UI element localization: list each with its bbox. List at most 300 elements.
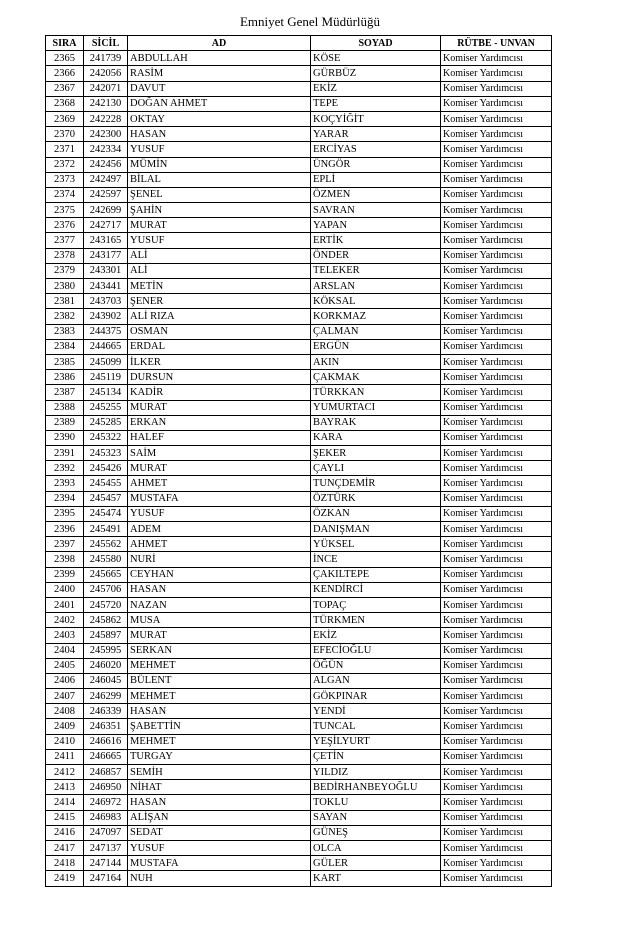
column-header-sira: SIRA: [46, 36, 84, 51]
cell-sicil: 246351: [84, 719, 128, 734]
cell-soyad: AKIN: [311, 354, 441, 369]
cell-ad: ŞENEL: [128, 187, 311, 202]
cell-sira: 2396: [46, 522, 84, 537]
cell-rutbe: Komiser Yardımcısı: [441, 187, 552, 202]
cell-ad: ALİ: [128, 263, 311, 278]
cell-sicil: 245862: [84, 613, 128, 628]
cell-ad: HASAN: [128, 704, 311, 719]
table-row: [46, 339, 552, 354]
table-row: [46, 81, 552, 96]
cell-rutbe: Komiser Yardımcısı: [441, 749, 552, 764]
cell-soyad: OLCA: [311, 840, 441, 855]
table-row: [46, 552, 552, 567]
column-header-ad: AD: [128, 36, 311, 51]
table-row: [46, 734, 552, 749]
cell-soyad: ŞEKER: [311, 446, 441, 461]
table-row: [46, 689, 552, 704]
cell-ad: ERDAL: [128, 339, 311, 354]
cell-sicil: 242717: [84, 218, 128, 233]
cell-soyad: YENDİ: [311, 704, 441, 719]
cell-sira: 2411: [46, 749, 84, 764]
cell-sicil: 242056: [84, 66, 128, 81]
cell-ad: MURAT: [128, 218, 311, 233]
cell-rutbe: Komiser Yardımcısı: [441, 172, 552, 187]
cell-sicil: 246857: [84, 765, 128, 780]
cell-sicil: 245119: [84, 370, 128, 385]
table-row: [46, 825, 552, 840]
cell-soyad: YÜKSEL: [311, 537, 441, 552]
cell-soyad: ÖNDER: [311, 248, 441, 263]
table-row: [46, 749, 552, 764]
cell-ad: SERKAN: [128, 643, 311, 658]
cell-sicil: 245323: [84, 446, 128, 461]
cell-sira: 2404: [46, 643, 84, 658]
cell-rutbe: Komiser Yardımcısı: [441, 263, 552, 278]
table-row: [46, 522, 552, 537]
cell-soyad: ÇAYLI: [311, 461, 441, 476]
table-row: [46, 279, 552, 294]
cell-rutbe: Komiser Yardımcısı: [441, 810, 552, 825]
cell-soyad: YAPAN: [311, 218, 441, 233]
table-row: [46, 613, 552, 628]
cell-ad: NURİ: [128, 552, 311, 567]
cell-soyad: TEPE: [311, 96, 441, 111]
cell-sira: 2408: [46, 704, 84, 719]
table-row: [46, 51, 552, 66]
table-row: [46, 537, 552, 552]
cell-rutbe: Komiser Yardımcısı: [441, 370, 552, 385]
cell-sicil: 245665: [84, 567, 128, 582]
cell-sicil: 246972: [84, 795, 128, 810]
cell-ad: SEDAT: [128, 825, 311, 840]
table-row: [46, 643, 552, 658]
cell-rutbe: Komiser Yardımcısı: [441, 324, 552, 339]
table-row: [46, 187, 552, 202]
cell-sicil: 243165: [84, 233, 128, 248]
cell-rutbe: Komiser Yardımcısı: [441, 385, 552, 400]
cell-rutbe: Komiser Yardımcısı: [441, 111, 552, 126]
cell-ad: MUSTAFA: [128, 491, 311, 506]
cell-rutbe: Komiser Yardımcısı: [441, 127, 552, 142]
table-row: [46, 446, 552, 461]
cell-sira: 2406: [46, 673, 84, 688]
cell-sicil: 245562: [84, 537, 128, 552]
cell-sira: 2418: [46, 856, 84, 871]
cell-sicil: 242130: [84, 96, 128, 111]
table-row: [46, 172, 552, 187]
cell-ad: MURAT: [128, 461, 311, 476]
cell-soyad: KOÇYİĞİT: [311, 111, 441, 126]
cell-rutbe: Komiser Yardımcısı: [441, 719, 552, 734]
cell-soyad: ÇALMAN: [311, 324, 441, 339]
cell-soyad: DANIŞMAN: [311, 522, 441, 537]
cell-soyad: KORKMAZ: [311, 309, 441, 324]
cell-sicil: 245455: [84, 476, 128, 491]
cell-ad: BİLAL: [128, 172, 311, 187]
cell-ad: ERKAN: [128, 415, 311, 430]
cell-soyad: ERGÜN: [311, 339, 441, 354]
cell-sira: 2394: [46, 491, 84, 506]
cell-ad: METİN: [128, 279, 311, 294]
cell-sira: 2419: [46, 871, 84, 886]
cell-ad: RASİM: [128, 66, 311, 81]
cell-soyad: KARA: [311, 430, 441, 445]
cell-rutbe: Komiser Yardımcısı: [441, 51, 552, 66]
cell-sira: 2371: [46, 142, 84, 157]
cell-soyad: SAYAN: [311, 810, 441, 825]
cell-sira: 2384: [46, 339, 84, 354]
cell-sicil: 242300: [84, 127, 128, 142]
cell-sicil: 246665: [84, 749, 128, 764]
cell-ad: MURAT: [128, 628, 311, 643]
cell-ad: NİHAT: [128, 780, 311, 795]
cell-sira: 2378: [46, 248, 84, 263]
cell-sira: 2377: [46, 233, 84, 248]
table-row: [46, 248, 552, 263]
cell-sicil: 246339: [84, 704, 128, 719]
cell-ad: HASAN: [128, 127, 311, 142]
cell-sira: 2372: [46, 157, 84, 172]
cell-ad: AHMET: [128, 476, 311, 491]
cell-rutbe: Komiser Yardımcısı: [441, 279, 552, 294]
table-row: [46, 719, 552, 734]
cell-rutbe: Komiser Yardımcısı: [441, 825, 552, 840]
cell-soyad: KÖSE: [311, 51, 441, 66]
table-row: [46, 780, 552, 795]
cell-ad: MUSTAFA: [128, 856, 311, 871]
cell-ad: KADİR: [128, 385, 311, 400]
cell-sira: 2398: [46, 552, 84, 567]
cell-sira: 2369: [46, 111, 84, 126]
cell-rutbe: Komiser Yardımcısı: [441, 552, 552, 567]
table-row: [46, 795, 552, 810]
table-row: [46, 582, 552, 597]
cell-sira: 2381: [46, 294, 84, 309]
table-row: [46, 673, 552, 688]
cell-sira: 2412: [46, 765, 84, 780]
cell-rutbe: Komiser Yardımcısı: [441, 765, 552, 780]
cell-soyad: GÜRBÜZ: [311, 66, 441, 81]
cell-soyad: GÜLER: [311, 856, 441, 871]
cell-sira: 2375: [46, 203, 84, 218]
cell-sicil: 245322: [84, 430, 128, 445]
cell-rutbe: Komiser Yardımcısı: [441, 96, 552, 111]
table-row: [46, 840, 552, 855]
table-row: [46, 203, 552, 218]
cell-ad: CEYHAN: [128, 567, 311, 582]
table-row: [46, 400, 552, 415]
cell-rutbe: Komiser Yardımcısı: [441, 66, 552, 81]
table-row: [46, 157, 552, 172]
cell-soyad: ÖZMEN: [311, 187, 441, 202]
cell-sira: 2382: [46, 309, 84, 324]
table-row: [46, 597, 552, 612]
cell-soyad: ERTİK: [311, 233, 441, 248]
cell-sicil: 245285: [84, 415, 128, 430]
cell-ad: HASAN: [128, 582, 311, 597]
cell-sicil: 245255: [84, 400, 128, 415]
cell-sicil: 245457: [84, 491, 128, 506]
cell-ad: NAZAN: [128, 597, 311, 612]
cell-sicil: 245474: [84, 506, 128, 521]
cell-sira: 2400: [46, 582, 84, 597]
cell-sicil: 242071: [84, 81, 128, 96]
cell-ad: MEHMET: [128, 689, 311, 704]
cell-soyad: KENDİRCİ: [311, 582, 441, 597]
cell-ad: İLKER: [128, 354, 311, 369]
cell-ad: SEMİH: [128, 765, 311, 780]
cell-rutbe: Komiser Yardımcısı: [441, 780, 552, 795]
cell-sicil: 244375: [84, 324, 128, 339]
cell-sicil: 247164: [84, 871, 128, 886]
cell-sira: 2405: [46, 658, 84, 673]
cell-rutbe: Komiser Yardımcısı: [441, 354, 552, 369]
cell-sira: 2407: [46, 689, 84, 704]
cell-sicil: 246950: [84, 780, 128, 795]
table-row: [46, 96, 552, 111]
cell-rutbe: Komiser Yardımcısı: [441, 643, 552, 658]
cell-sira: 2373: [46, 172, 84, 187]
table-row: [46, 461, 552, 476]
cell-soyad: GÜNEŞ: [311, 825, 441, 840]
cell-sira: 2413: [46, 780, 84, 795]
cell-soyad: YEŞİLYURT: [311, 734, 441, 749]
cell-soyad: KÖKSAL: [311, 294, 441, 309]
table-row: [46, 370, 552, 385]
cell-rutbe: Komiser Yardımcısı: [441, 537, 552, 552]
cell-ad: HASAN: [128, 795, 311, 810]
cell-ad: YUSUF: [128, 233, 311, 248]
cell-soyad: GÖKPINAR: [311, 689, 441, 704]
cell-sira: 2399: [46, 567, 84, 582]
cell-sicil: 246020: [84, 658, 128, 673]
personnel-table: [45, 35, 552, 887]
cell-sira: 2393: [46, 476, 84, 491]
table-row: [46, 354, 552, 369]
column-header-sicil: SİCİL: [84, 36, 128, 51]
cell-soyad: ÇAKILTEPE: [311, 567, 441, 582]
cell-rutbe: Komiser Yardımcısı: [441, 673, 552, 688]
cell-rutbe: Komiser Yardımcısı: [441, 613, 552, 628]
cell-ad: ADEM: [128, 522, 311, 537]
cell-soyad: ÖZTÜRK: [311, 491, 441, 506]
cell-sicil: 243301: [84, 263, 128, 278]
cell-sicil: 246983: [84, 810, 128, 825]
cell-sira: 2402: [46, 613, 84, 628]
table-row: [46, 810, 552, 825]
table-row: [46, 66, 552, 81]
table-row: [46, 567, 552, 582]
cell-rutbe: Komiser Yardımcısı: [441, 840, 552, 855]
cell-soyad: EPLİ: [311, 172, 441, 187]
table-row: [46, 142, 552, 157]
cell-rutbe: Komiser Yardımcısı: [441, 415, 552, 430]
cell-soyad: ÇETİN: [311, 749, 441, 764]
cell-soyad: ÇAKMAK: [311, 370, 441, 385]
cell-ad: DAVUT: [128, 81, 311, 96]
table-header-row: [46, 36, 552, 51]
cell-soyad: ARSLAN: [311, 279, 441, 294]
cell-sicil: 245099: [84, 354, 128, 369]
cell-rutbe: Komiser Yardımcısı: [441, 309, 552, 324]
cell-rutbe: Komiser Yardımcısı: [441, 233, 552, 248]
table-row: [46, 871, 552, 886]
cell-sira: 2401: [46, 597, 84, 612]
cell-sicil: 246616: [84, 734, 128, 749]
cell-sira: 2409: [46, 719, 84, 734]
cell-soyad: TÜRKKAN: [311, 385, 441, 400]
table-row: [46, 233, 552, 248]
cell-soyad: TUNÇDEMİR: [311, 476, 441, 491]
cell-ad: YUSUF: [128, 840, 311, 855]
table-row: [46, 218, 552, 233]
cell-ad: ALİŞAN: [128, 810, 311, 825]
table-row: [46, 430, 552, 445]
cell-rutbe: Komiser Yardımcısı: [441, 567, 552, 582]
cell-sicil: 247144: [84, 856, 128, 871]
cell-sicil: 245897: [84, 628, 128, 643]
cell-sira: 2410: [46, 734, 84, 749]
cell-soyad: BEDİRHANBEYOĞLU: [311, 780, 441, 795]
cell-rutbe: Komiser Yardımcısı: [441, 628, 552, 643]
cell-rutbe: Komiser Yardımcısı: [441, 689, 552, 704]
cell-sicil: 242699: [84, 203, 128, 218]
cell-rutbe: Komiser Yardımcısı: [441, 81, 552, 96]
cell-soyad: TUNCAL: [311, 719, 441, 734]
cell-soyad: KART: [311, 871, 441, 886]
cell-soyad: ERCİYAS: [311, 142, 441, 157]
cell-sira: 2389: [46, 415, 84, 430]
cell-sira: 2395: [46, 506, 84, 521]
cell-sira: 2397: [46, 537, 84, 552]
cell-rutbe: Komiser Yardımcısı: [441, 522, 552, 537]
cell-sicil: 243441: [84, 279, 128, 294]
table-row: [46, 263, 552, 278]
table-row: [46, 111, 552, 126]
column-header-rutbe: RÜTBE - UNVAN: [441, 36, 552, 51]
cell-ad: DURSUN: [128, 370, 311, 385]
cell-sira: 2366: [46, 66, 84, 81]
table-row: [46, 127, 552, 142]
cell-ad: ALİ: [128, 248, 311, 263]
cell-rutbe: Komiser Yardımcısı: [441, 856, 552, 871]
cell-sicil: 242334: [84, 142, 128, 157]
cell-sicil: 247137: [84, 840, 128, 855]
cell-sicil: 245426: [84, 461, 128, 476]
cell-soyad: YUMURTACI: [311, 400, 441, 415]
cell-rutbe: Komiser Yardımcısı: [441, 461, 552, 476]
cell-sira: 2374: [46, 187, 84, 202]
cell-sicil: 245995: [84, 643, 128, 658]
cell-sicil: 242497: [84, 172, 128, 187]
table-row: [46, 491, 552, 506]
cell-ad: YUSUF: [128, 142, 311, 157]
cell-ad: MURAT: [128, 400, 311, 415]
cell-soyad: BAYRAK: [311, 415, 441, 430]
cell-sicil: 245720: [84, 597, 128, 612]
cell-sicil: 245580: [84, 552, 128, 567]
cell-sira: 2392: [46, 461, 84, 476]
cell-rutbe: Komiser Yardımcısı: [441, 446, 552, 461]
cell-rutbe: Komiser Yardımcısı: [441, 157, 552, 172]
cell-sira: 2416: [46, 825, 84, 840]
table-row: [46, 765, 552, 780]
cell-sicil: 242597: [84, 187, 128, 202]
cell-sicil: 244665: [84, 339, 128, 354]
cell-ad: MEHMET: [128, 734, 311, 749]
table-row: [46, 415, 552, 430]
cell-rutbe: Komiser Yardımcısı: [441, 218, 552, 233]
cell-ad: MEHMET: [128, 658, 311, 673]
table-row: [46, 704, 552, 719]
cell-ad: AHMET: [128, 537, 311, 552]
cell-soyad: YILDIZ: [311, 765, 441, 780]
cell-rutbe: Komiser Yardımcısı: [441, 704, 552, 719]
cell-rutbe: Komiser Yardımcısı: [441, 430, 552, 445]
cell-soyad: ÖĞÜN: [311, 658, 441, 673]
table-row: [46, 385, 552, 400]
cell-soyad: TOKLU: [311, 795, 441, 810]
cell-rutbe: Komiser Yardımcısı: [441, 248, 552, 263]
cell-sicil: 243177: [84, 248, 128, 263]
cell-sicil: 245134: [84, 385, 128, 400]
cell-soyad: EFECİOĞLU: [311, 643, 441, 658]
cell-sira: 2403: [46, 628, 84, 643]
cell-sira: 2365: [46, 51, 84, 66]
cell-soyad: TÜRKMEN: [311, 613, 441, 628]
cell-rutbe: Komiser Yardımcısı: [441, 294, 552, 309]
cell-rutbe: Komiser Yardımcısı: [441, 734, 552, 749]
cell-sira: 2368: [46, 96, 84, 111]
cell-ad: MUSA: [128, 613, 311, 628]
cell-rutbe: Komiser Yardımcısı: [441, 658, 552, 673]
cell-sicil: 246299: [84, 689, 128, 704]
table-row: [46, 476, 552, 491]
cell-soyad: ALGAN: [311, 673, 441, 688]
cell-rutbe: Komiser Yardımcısı: [441, 597, 552, 612]
cell-ad: ALİ RIZA: [128, 309, 311, 324]
cell-sicil: 243703: [84, 294, 128, 309]
cell-ad: OKTAY: [128, 111, 311, 126]
cell-sicil: 243902: [84, 309, 128, 324]
cell-ad: ABDULLAH: [128, 51, 311, 66]
cell-sira: 2386: [46, 370, 84, 385]
cell-sira: 2376: [46, 218, 84, 233]
cell-ad: DOĞAN AHMET: [128, 96, 311, 111]
table-row: [46, 658, 552, 673]
cell-rutbe: Komiser Yardımcısı: [441, 871, 552, 886]
cell-rutbe: Komiser Yardımcısı: [441, 795, 552, 810]
table-row: [46, 506, 552, 521]
table-row: [46, 294, 552, 309]
cell-ad: NUH: [128, 871, 311, 886]
cell-soyad: ÖZKAN: [311, 506, 441, 521]
cell-rutbe: Komiser Yardımcısı: [441, 203, 552, 218]
cell-sicil: 245706: [84, 582, 128, 597]
table-row: [46, 628, 552, 643]
cell-soyad: YARAR: [311, 127, 441, 142]
cell-soyad: SAVRAN: [311, 203, 441, 218]
cell-sicil: 245491: [84, 522, 128, 537]
cell-rutbe: Komiser Yardımcısı: [441, 476, 552, 491]
cell-sicil: 241739: [84, 51, 128, 66]
cell-sira: 2415: [46, 810, 84, 825]
cell-soyad: TELEKER: [311, 263, 441, 278]
table-row: [46, 856, 552, 871]
cell-sira: 2414: [46, 795, 84, 810]
page-title: Emniyet Genel Müdürlüğü: [239, 14, 381, 29]
cell-soyad: İNCE: [311, 552, 441, 567]
